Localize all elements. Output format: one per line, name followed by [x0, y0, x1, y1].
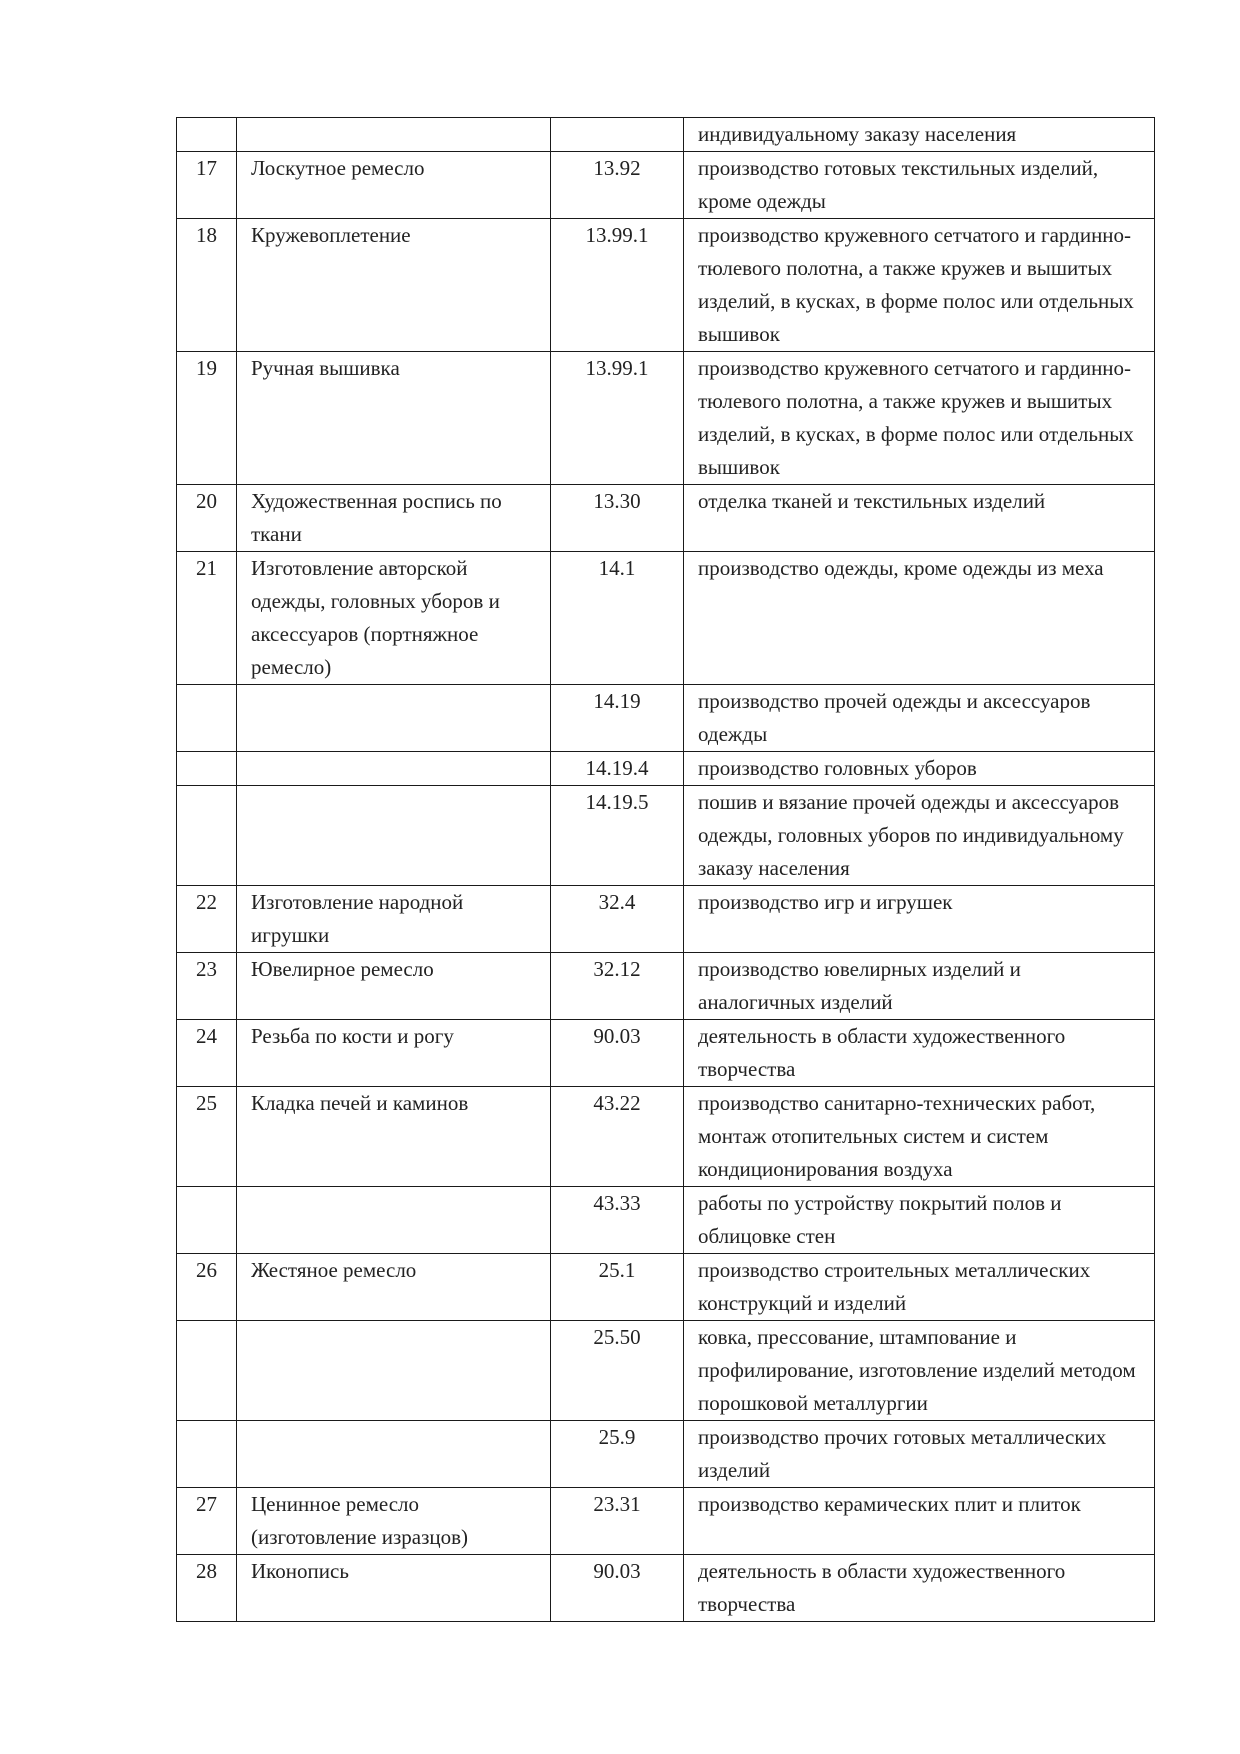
craft-name-cell: Ценинное ремесло (изготовление изразцов) — [237, 1488, 551, 1555]
table-row — [177, 352, 1155, 485]
activity-description-cell: производство керамических плит и плиток — [684, 1488, 1155, 1555]
okved-code-cell: 13.30 — [551, 485, 684, 552]
row-number-cell: 25 — [177, 1087, 237, 1187]
activity-description-cell: производство головных уборов — [684, 752, 1155, 786]
row-number-cell: 28 — [177, 1555, 237, 1622]
activity-description-cell: производство санитарно-технических работ, монтаж отопительных систем и систем кондиционирования воздуха — [684, 1087, 1155, 1187]
row-number-cell: 17 — [177, 152, 237, 219]
okved-code-cell: 14.19.5 — [551, 786, 684, 886]
table-body — [177, 118, 1155, 1622]
table-row — [177, 1020, 1155, 1087]
crafts-okved-table — [176, 117, 1155, 1622]
activity-description-cell: пошив и вязание прочей одежды и аксессуаров одежды, головных уборов по индивидуальному заказу населения — [684, 786, 1155, 886]
craft-name-cell — [237, 685, 551, 752]
table-row — [177, 1087, 1155, 1187]
okved-code-cell: 43.22 — [551, 1087, 684, 1187]
okved-code-cell: 23.31 — [551, 1488, 684, 1555]
row-number-cell: 21 — [177, 552, 237, 685]
table-row — [177, 485, 1155, 552]
craft-name-cell — [237, 752, 551, 786]
activity-description-cell: производство одежды, кроме одежды из меха — [684, 552, 1155, 685]
okved-code-cell: 13.92 — [551, 152, 684, 219]
activity-description-cell: производство прочих готовых металлических изделий — [684, 1421, 1155, 1488]
okved-code-cell: 43.33 — [551, 1187, 684, 1254]
activity-description-cell: индивидуальному заказу населения — [684, 118, 1155, 152]
activity-description-cell: деятельность в области художественного творчества — [684, 1020, 1155, 1087]
craft-name-cell: Лоскутное ремесло — [237, 152, 551, 219]
activity-description-cell: работы по устройству покрытий полов и облицовке стен — [684, 1187, 1155, 1254]
okved-code-cell: 14.1 — [551, 552, 684, 685]
row-number-cell — [177, 786, 237, 886]
table-row — [177, 752, 1155, 786]
craft-name-cell — [237, 1187, 551, 1254]
craft-name-cell: Ювелирное ремесло — [237, 953, 551, 1020]
craft-name-cell: Художественная роспись по ткани — [237, 485, 551, 552]
activity-description-cell: деятельность в области художественного творчества — [684, 1555, 1155, 1622]
craft-name-cell — [237, 786, 551, 886]
craft-name-cell — [237, 1421, 551, 1488]
okved-code-cell: 14.19 — [551, 685, 684, 752]
row-number-cell: 23 — [177, 953, 237, 1020]
row-number-cell — [177, 118, 237, 152]
activity-description-cell: производство кружевного сетчатого и гардинно-тюлевого полотна, а также кружев и вышитых изделий, в кусках, в форме полос или отдельных вышивок — [684, 352, 1155, 485]
table-row — [177, 1488, 1155, 1555]
row-number-cell: 20 — [177, 485, 237, 552]
table-row — [177, 219, 1155, 352]
table-row — [177, 152, 1155, 219]
craft-name-cell — [237, 1321, 551, 1421]
table-row — [177, 953, 1155, 1020]
okved-code-cell: 32.4 — [551, 886, 684, 953]
activity-description-cell: производство строительных металлических конструкций и изделий — [684, 1254, 1155, 1321]
okved-code-cell: 14.19.4 — [551, 752, 684, 786]
table-row — [177, 886, 1155, 953]
row-number-cell — [177, 685, 237, 752]
okved-code-cell: 25.1 — [551, 1254, 684, 1321]
craft-name-cell: Изготовление народной игрушки — [237, 886, 551, 953]
row-number-cell: 18 — [177, 219, 237, 352]
craft-name-cell: Ручная вышивка — [237, 352, 551, 485]
okved-code-cell: 13.99.1 — [551, 352, 684, 485]
okved-code-cell: 90.03 — [551, 1020, 684, 1087]
table-row — [177, 552, 1155, 685]
craft-name-cell: Кружевоплетение — [237, 219, 551, 352]
craft-name-cell: Жестяное ремесло — [237, 1254, 551, 1321]
table-row — [177, 1254, 1155, 1321]
craft-name-cell: Иконопись — [237, 1555, 551, 1622]
table-row — [177, 1555, 1155, 1622]
table-row — [177, 786, 1155, 886]
row-number-cell — [177, 1321, 237, 1421]
craft-name-cell: Резьба по кости и рогу — [237, 1020, 551, 1087]
table-row — [177, 1187, 1155, 1254]
okved-code-cell: 25.50 — [551, 1321, 684, 1421]
okved-code-cell: 90.03 — [551, 1555, 684, 1622]
row-number-cell — [177, 1187, 237, 1254]
okved-code-cell — [551, 118, 684, 152]
row-number-cell: 19 — [177, 352, 237, 485]
row-number-cell: 27 — [177, 1488, 237, 1555]
activity-description-cell: производство кружевного сетчатого и гардинно-тюлевого полотна, а также кружев и вышитых изделий, в кусках, в форме полос или отдельных вышивок — [684, 219, 1155, 352]
okved-code-cell: 32.12 — [551, 953, 684, 1020]
okved-code-cell: 25.9 — [551, 1421, 684, 1488]
activity-description-cell: производство прочей одежды и аксессуаров одежды — [684, 685, 1155, 752]
activity-description-cell: отделка тканей и текстильных изделий — [684, 485, 1155, 552]
table-row — [177, 685, 1155, 752]
row-number-cell: 22 — [177, 886, 237, 953]
table-row — [177, 118, 1155, 152]
table-row — [177, 1421, 1155, 1488]
row-number-cell: 24 — [177, 1020, 237, 1087]
craft-name-cell: Кладка печей и каминов — [237, 1087, 551, 1187]
craft-name-cell — [237, 118, 551, 152]
activity-description-cell: производство игр и игрушек — [684, 886, 1155, 953]
row-number-cell: 26 — [177, 1254, 237, 1321]
activity-description-cell: производство ювелирных изделий и аналогичных изделий — [684, 953, 1155, 1020]
row-number-cell — [177, 1421, 237, 1488]
activity-description-cell: производство готовых текстильных изделий, кроме одежды — [684, 152, 1155, 219]
okved-code-cell: 13.99.1 — [551, 219, 684, 352]
craft-name-cell: Изготовление авторской одежды, головных уборов и аксессуаров (портняжное ремесло) — [237, 552, 551, 685]
row-number-cell — [177, 752, 237, 786]
table-row — [177, 1321, 1155, 1421]
activity-description-cell: ковка, прессование, штампование и профилирование, изготовление изделий методом порошковой металлургии — [684, 1321, 1155, 1421]
